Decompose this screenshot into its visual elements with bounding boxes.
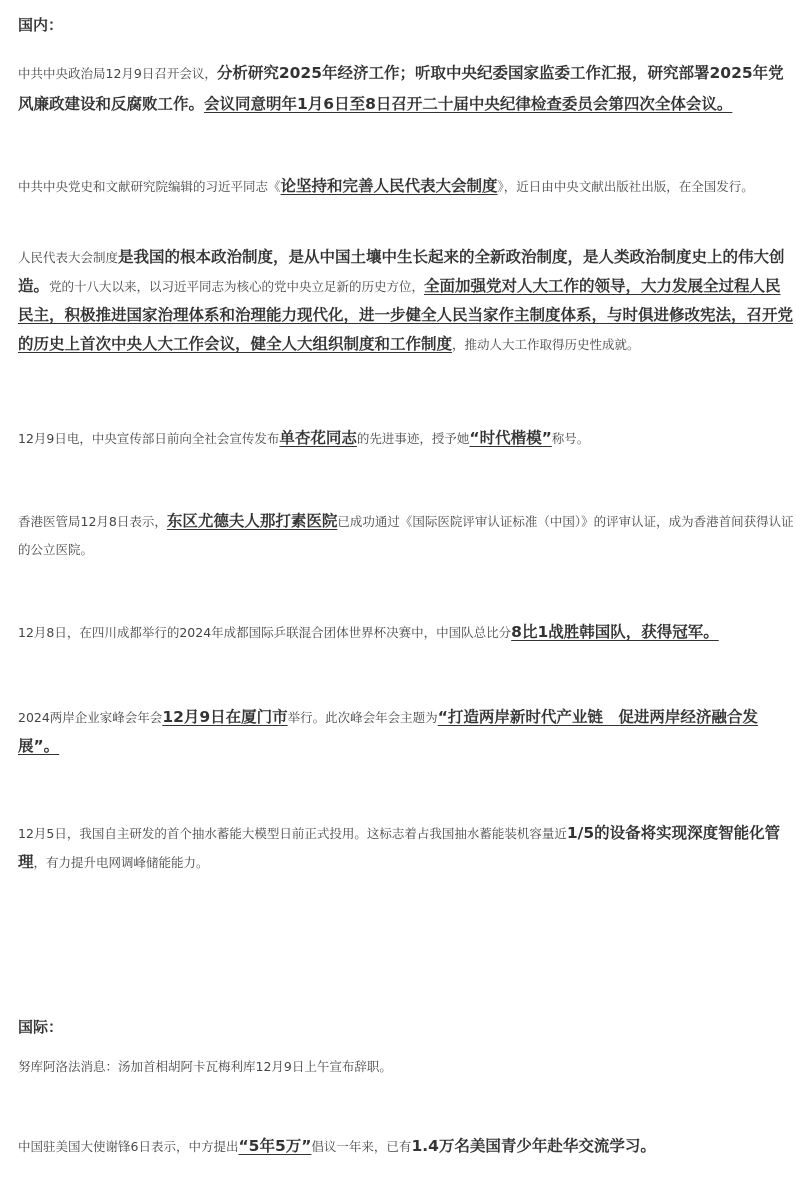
highlight-text: 1/5的设备将实现深度智能化管理: [18, 824, 781, 871]
highlight-text: 12月9日在厦门市: [162, 708, 288, 726]
news-paragraph: [18, 819, 796, 877]
body-text: 已成功通过《国际医院评审认证标准（中国）》的评审认证，成为香港首间获得认证的公立医院。: [18, 514, 794, 557]
body-text: 12月8日，在四川成都举行的2024年成都国际乒联混合团体世界杯决赛中，中国队总比分: [18, 625, 512, 640]
body-text: 》，近日由中央文献出版社出版，在全国发行。: [497, 179, 754, 194]
body-text: 中共中央政治局12月9日召开会议，: [18, 66, 217, 81]
highlight-text: 分析研究2025年经济工作；听取中央纪委国家监委工作汇报，研究部署2025年党风廉政建设和反腐败工作。: [18, 64, 784, 113]
highlight-text: 论坚持和完善人民代表大会制度: [280, 177, 498, 195]
body-text: 努库阿洛法消息：汤加首相胡阿卡瓦梅利库12月9日上午宣布辞职。: [18, 1059, 392, 1074]
body-text: 12月5日，我国自主研发的首个抽水蓄能大模型日前正式投用。这标志着占我国抽水蓄能装机容量近: [18, 826, 567, 841]
news-paragraph: [18, 1132, 796, 1161]
highlight-text: 单杏花同志: [279, 429, 357, 447]
body-text: 称号。: [551, 431, 590, 446]
highlight-text: 东区尤德夫人那打素医院: [166, 512, 338, 530]
highlight-text: “5年5万”: [238, 1137, 312, 1155]
body-text: ，推动人大工作取得历史性成就。: [452, 337, 640, 352]
body-text: 中国驻美国大使谢锋6日表示，中方提出: [18, 1139, 239, 1154]
body-text: 的先进事迹，授予她: [356, 431, 470, 446]
news-paragraph: [18, 172, 796, 201]
news-paragraph: [18, 703, 796, 761]
domestic-heading: 国内：: [18, 16, 64, 34]
highlight-text: “打造两岸新时代产业链 促进两岸经济融合发展”。: [18, 708, 758, 755]
highlight-text: “时代楷模”: [469, 429, 552, 447]
international-heading: 国际：: [18, 1018, 64, 1036]
news-paragraph: [18, 58, 796, 120]
body-text: 12月9日电，中央宣传部日前向全社会宣传发布: [18, 431, 280, 446]
highlight-text: 8比1战胜韩国队，获得冠军。: [511, 623, 719, 641]
body-text: 党的十八大以来，以习近平同志为核心的党中央立足新的历史方位，: [49, 279, 425, 294]
body-text: 人民代表大会制度: [18, 250, 119, 265]
news-paragraph: [18, 1053, 796, 1081]
news-paragraph: [18, 243, 796, 359]
highlight-text: 是我国的根本政治制度，是从中国土壤中生长起来的全新政治制度，是人类政治制度史上的伟大创造。: [18, 248, 785, 295]
news-paragraph: [18, 424, 796, 453]
body-text: 2024两岸企业家峰会年会: [18, 710, 163, 725]
highlight-text: 1.4万名美国青少年赴华交流学习。: [411, 1137, 656, 1155]
body-text: 香港医管局12月8日表示，: [18, 514, 167, 529]
body-text: 倡议一年来，已有: [311, 1139, 412, 1154]
body-text: 举行。此次峰会年会主题为: [287, 710, 438, 725]
news-paragraph: [18, 507, 796, 564]
body-text: 中共中央党史和文献研究院编辑的习近平同志《: [18, 179, 281, 194]
body-text: ，有力提升电网调峰储能能力。: [33, 855, 209, 870]
news-paragraph: [18, 618, 796, 647]
highlight-text: 全面加强党对人大工作的领导，大力发展全过程人民民主，积极推进国家治理体系和治理能力现代化，进一步健全人民当家作主制度体系，与时俱进修改宪法，召开党的历史上首次中央人大工作会议，健全人大组织制度和工作制度: [18, 277, 794, 353]
highlight-text: 会议同意明年1月6日至8日召开二十届中央纪律检查委员会第四次全体会议。: [204, 95, 733, 113]
